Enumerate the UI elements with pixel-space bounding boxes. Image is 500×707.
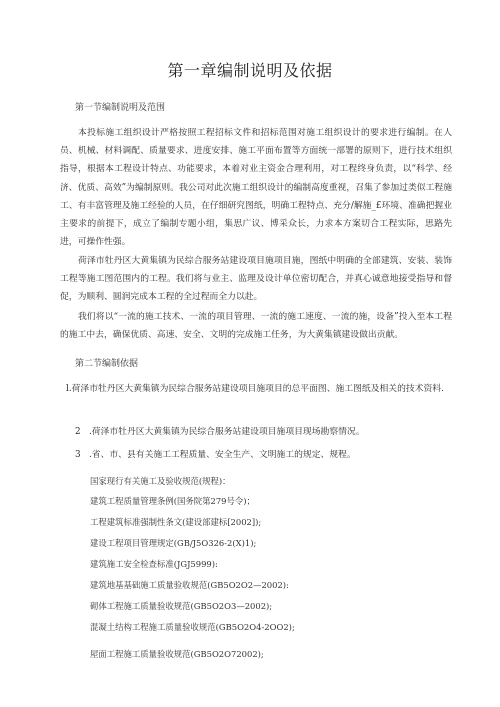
basis-item-1: l.荷泽市牡丹区大黄集镇为民综合服务站建设项目施项目的总平面图、施工图纸及相关的技术资料. bbox=[66, 384, 444, 394]
regulation-item: 建筑工程质量管理条例(国务院第279号令)； bbox=[90, 496, 255, 506]
regulation-item: 建筑地基基础施工质量验收规范(GB5O2O2—2002): bbox=[90, 580, 289, 590]
chapter-title: 第一章编制说明及依据 bbox=[167, 61, 333, 80]
regulation-item: 国家现行有关施工及验收规范(规程)： bbox=[90, 476, 231, 486]
section1-paragraph-2: 荷泽市牡丹区大黄集镇为民综合服务站建设项目施项目施，图纸中明确的全部建筑、安装、装饰工程等施工图范围内的工程。我们将与业主、监理及设计单位密切配合，并真心诚意地接受指导和督促，为顺利、圆润完成本工程的全过程而全力以赴。 bbox=[60, 256, 452, 303]
section1-paragraph-3: 我们将以“一流的施工技术、一流的项目管理、一流的施工速度、一流的施，设备”投入至本工程的施工中去，确保优质、高速、安全、文明的完成施工任务，为大黄集镇建设做出贡献。 bbox=[60, 312, 452, 341]
regulation-item: 工程建筑标准强制性条文(建设部建标[2002]); bbox=[90, 517, 262, 527]
section2-heading: 第二节编制依据 bbox=[75, 359, 139, 369]
section1-paragraph-1: 本投标施工组织设计严格按照工程招标文件和招标范围对施工组织设计的要求进行编制。在人员、机械、材料调配、质量要求、进度安排、施工平面布置等方面统一部署的原则下，进行技术组织指导，根据本工程设计特点、功能要求，本着对业主资金合理利用，对工程终身负责，以“科学、经济、优质、高效”为编制原则。我公司对此次施工组织设计的编制高度重视，召集了参加过类似工程施工、有丰富管理及施工经验的人员，在仔细研究图纸，明确工程特点、充分/解施_£环境、准确把握业主要求的前提下，成立了编制专题小组，集思广议、博采众长，力求本方案切合工程实际，思路先进，可操作性强。 bbox=[60, 128, 452, 248]
regulation-item: 砌体工程施工质量验收规范(GB5O2O3—2002); bbox=[90, 601, 273, 611]
basis-item-2-text: .荷泽市牡丹区大黄集镇为民综合服务站建设项目施项目现场勘察情况。 bbox=[89, 427, 365, 437]
regulation-item: 屋面工程施工质量验收规范(GB5O2O72002); bbox=[90, 649, 264, 659]
basis-item-3-number: 3 bbox=[75, 450, 81, 460]
basis-item-3 bbox=[75, 447, 356, 460]
regulation-item: 建设工程项目管理规定(GB/J5O326-2(X)1); bbox=[90, 538, 257, 548]
regulation-item: 建筑施工安全检查标准(JGJ5999): bbox=[90, 559, 218, 569]
basis-item-2-number: 2 bbox=[75, 427, 81, 437]
basis-item-3-text: .省、市、县有关施工工程质量、安全生产、文明施工的规定、规程。 bbox=[89, 450, 356, 460]
regulation-item: 混凝土结构工程施工质量验收规范(GB5O2O4-2OO2); bbox=[90, 622, 295, 632]
basis-item-2 bbox=[75, 424, 365, 437]
section1-heading: 第一节编制说明及范围 bbox=[75, 103, 166, 113]
